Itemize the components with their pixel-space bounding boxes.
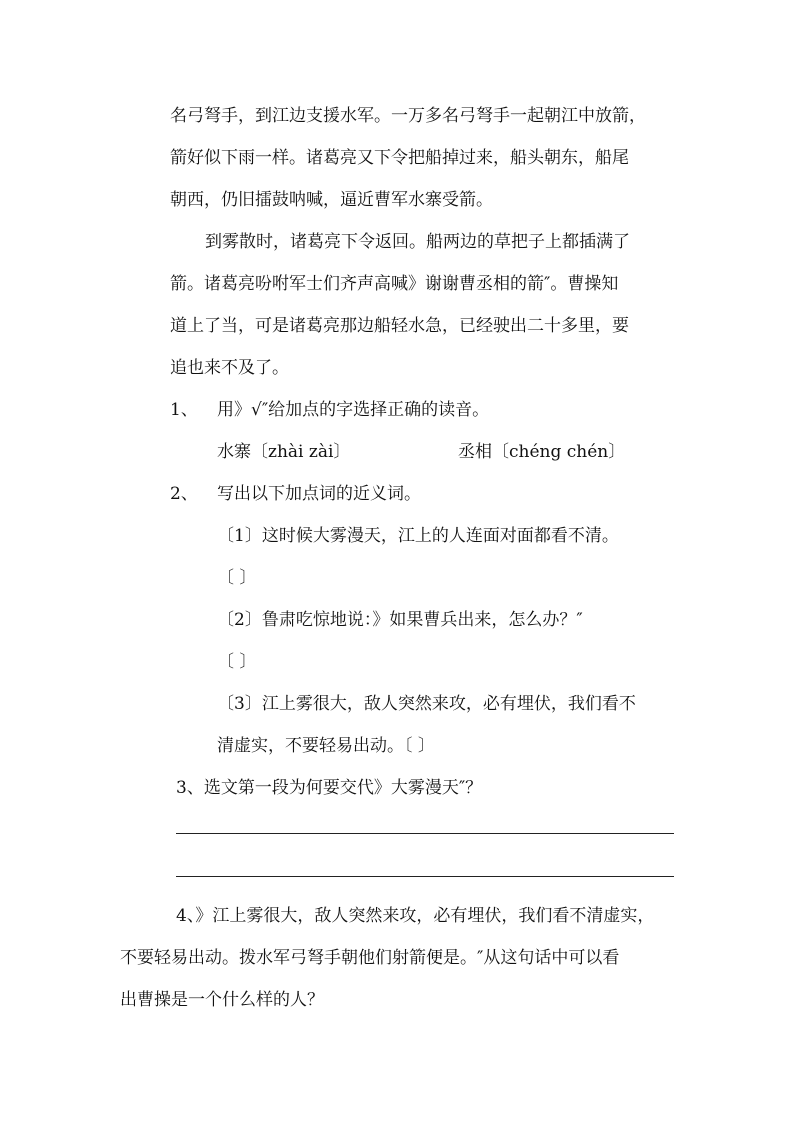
passage-line-3: 朝西，仍旧擂鼓呐喊，逼近曹军水寨受箭。 xyxy=(170,190,493,210)
q4-line-2: 不要轻易出动。拨水军弓弩手朝他们射箭便是。″从这句话中可以看 xyxy=(120,948,620,968)
q2-prompt: 写出以下加点词的近义词。 xyxy=(217,484,421,504)
passage-line-7: 追也来不及了。 xyxy=(170,358,289,378)
q4-line-3: 出曹操是一个什么样的人？ xyxy=(120,990,324,1010)
q1-item-shuizhai: 水寨〔zhài zài〕 xyxy=(217,442,351,462)
q1-number: 1、 xyxy=(170,400,198,420)
q1-prompt: 用》√″给加点的字选择正确的读音。 xyxy=(217,400,490,420)
passage-line-1: 名弓弩手，到江边支援水军。一万多名弓弩手一起朝江中放箭， xyxy=(170,106,646,126)
q2-sentence-3-line-2: 清虚实，不要轻易出动。〔 〕 xyxy=(217,736,435,756)
q4-line-1: 4、》江上雾很大，敌人突然来攻，必有埋伏，我们看不清虚实， xyxy=(176,906,655,926)
q2-answer-blank-1[interactable]: 〔 〕 xyxy=(217,568,257,588)
q3-question: 3、选文第一段为何要交代》大雾漫天″？ xyxy=(176,778,483,798)
q2-number: 2、 xyxy=(170,484,198,504)
q2-answer-blank-2[interactable]: 〔 〕 xyxy=(217,652,257,672)
passage-line-5: 箭。诸葛亮吩咐军士们齐声高喊》谢谢曹丞相的箭″。曹操知 xyxy=(170,274,619,294)
q2-sentence-2: 〔2〕鲁肃吃惊地说：》如果曹兵出来，怎么办？″ xyxy=(217,610,583,630)
q3-answer-line-1[interactable] xyxy=(176,833,674,834)
q1-item-chengxiang: 丞相〔chéng chén〕 xyxy=(458,442,626,462)
passage-line-4: 到雾散时，诸葛亮下令返回。船两边的草把子上都插满了 xyxy=(205,232,630,252)
q3-answer-line-2[interactable] xyxy=(176,876,674,877)
passage-line-2: 箭好似下雨一样。诸葛亮又下令把船掉过来，船头朝东，船尾 xyxy=(170,148,629,168)
q2-sentence-3-line-1: 〔3〕江上雾很大，敌人突然来攻，必有埋伏，我们看不 xyxy=(217,694,636,714)
q2-sentence-1: 〔1〕这时候大雾漫天，江上的人连面对面都看不清。 xyxy=(217,526,619,546)
passage-line-6: 道上了当，可是诸葛亮那边船轻水急，已经驶出二十多里，要 xyxy=(170,316,629,336)
